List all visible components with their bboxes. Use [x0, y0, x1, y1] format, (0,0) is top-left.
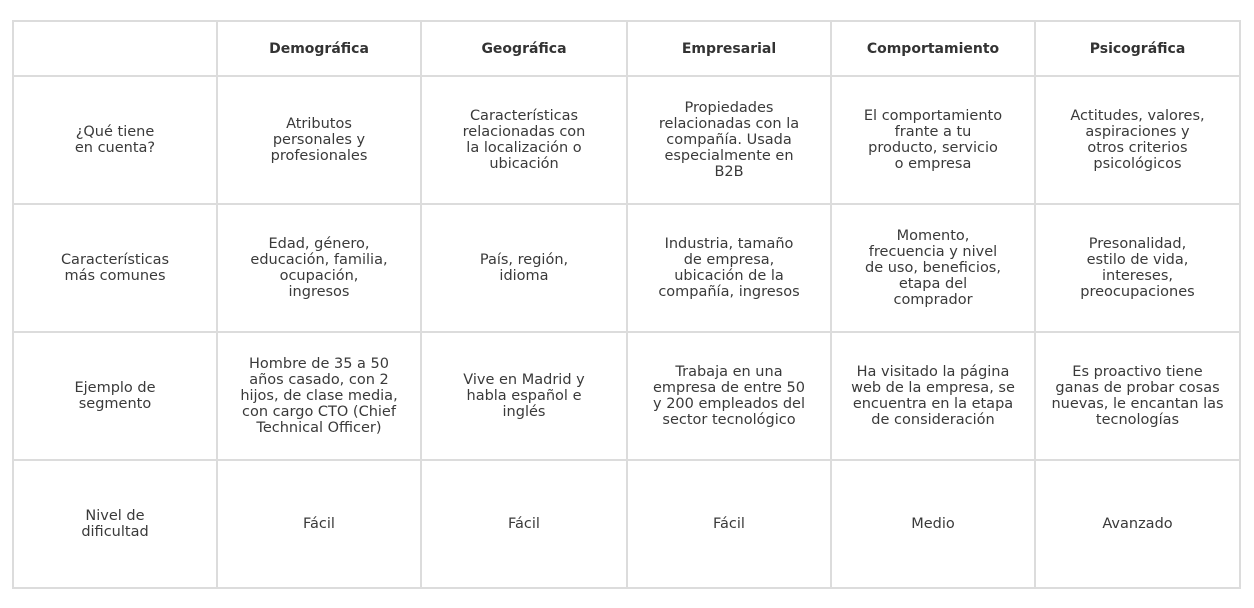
- table-cell: Momento, frecuencia y nivel de uso, beneficios, etapa del comprador: [831, 204, 1035, 332]
- table-cell: Industria, tamaño de empresa, ubicación de la compañía, ingresos: [627, 204, 831, 332]
- row-header-caracteristicas: Características más comunes: [13, 204, 217, 332]
- table-cell: Medio: [831, 460, 1035, 588]
- row-header-ejemplo: Ejemplo de segmento: [13, 332, 217, 460]
- table-row: [13, 332, 1240, 460]
- table-cell: País, región, idioma: [421, 204, 627, 332]
- table-cell: Presonalidad, estilo de vida, intereses, preocupaciones: [1035, 204, 1240, 332]
- table-cell: Fácil: [421, 460, 627, 588]
- header-cell-geografica: Geográfica: [421, 21, 627, 76]
- header-cell-empresarial: Empresarial: [627, 21, 831, 76]
- row-header-nivel: Nivel de dificultad: [13, 460, 217, 588]
- table-cell: Trabaja en una empresa de entre 50 y 200 empleados del sector tecnológico: [627, 332, 831, 460]
- table-cell: Características relacionadas con la localización o ubicación: [421, 76, 627, 204]
- table-header-row: [13, 21, 1240, 76]
- header-cell-demografica: Demográfica: [217, 21, 421, 76]
- table-cell: Avanzado: [1035, 460, 1240, 588]
- table-row: [13, 460, 1240, 588]
- table-cell: Fácil: [217, 460, 421, 588]
- table-cell: Atributos personales y profesionales: [217, 76, 421, 204]
- table-cell: Edad, género, educación, familia, ocupación, ingresos: [217, 204, 421, 332]
- table-cell: Ha visitado la página web de la empresa, se encuentra en la etapa de consideración: [831, 332, 1035, 460]
- row-header-que-tiene: ¿Qué tiene en cuenta?: [13, 76, 217, 204]
- table-cell: Actitudes, valores, aspiraciones y otros criterios psicológicos: [1035, 76, 1240, 204]
- table-cell: Hombre de 35 a 50 años casado, con 2 hijos, de clase media, con cargo CTO (Chief Technical Officer): [217, 332, 421, 460]
- table-row: [13, 76, 1240, 204]
- table-cell: Vive en Madrid y habla español e inglés: [421, 332, 627, 460]
- table-cell: El comportamiento frante a tu producto, servicio o empresa: [831, 76, 1035, 204]
- table-cell: Propiedades relacionadas con la compañía. Usada especialmente en B2B: [627, 76, 831, 204]
- header-cell-psicografica: Psicográfica: [1035, 21, 1240, 76]
- table-row: [13, 204, 1240, 332]
- header-cell-comportamiento: Comportamiento: [831, 21, 1035, 76]
- header-cell-empty: [13, 21, 217, 76]
- table-cell: Fácil: [627, 460, 831, 588]
- segmentation-table: [12, 20, 1241, 589]
- table-cell: Es proactivo tiene ganas de probar cosas nuevas, le encantan las tecnologías: [1035, 332, 1240, 460]
